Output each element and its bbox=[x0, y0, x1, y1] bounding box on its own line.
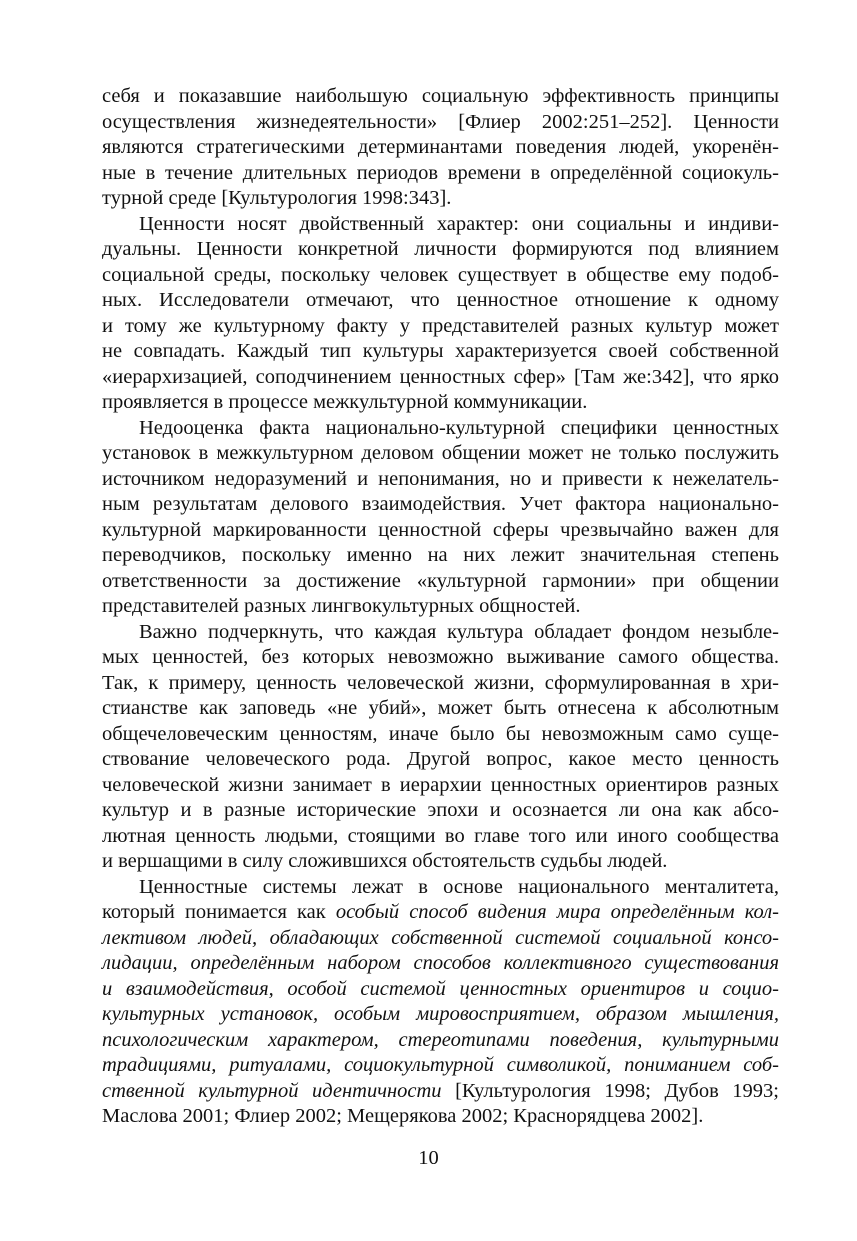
text-run: турной среде [Культурология 1998:343]. bbox=[102, 187, 452, 209]
text-line bbox=[102, 696, 779, 722]
paragraph bbox=[102, 212, 779, 416]
italic-run: и взаимодействия, особой системой ценностных ориентиров и социо- bbox=[102, 977, 779, 1000]
text-run: общечеловеческим ценностям, иначе было бы невозможным само суще- bbox=[102, 722, 779, 745]
italic-run: ственной культурной идентичности bbox=[102, 1079, 442, 1102]
text-run: ответственности за достижение «культурной гармонии» при общении bbox=[102, 569, 779, 592]
paragraph bbox=[102, 620, 779, 875]
text-line bbox=[102, 951, 779, 977]
text-run: социальной среды, поскольку человек существует в обществе ему подоб- bbox=[102, 263, 779, 286]
italic-run: лективом людей, обладающих собственной системой социальной консо- bbox=[102, 926, 779, 949]
text-run: себя и показавшие наибольшую социальную эффективность принципы bbox=[102, 85, 779, 107]
text-line bbox=[102, 186, 779, 212]
text-line bbox=[102, 620, 779, 646]
text-line bbox=[102, 1028, 779, 1054]
text-run: культурной маркированности ценностной сферы чрезвычайно важен для bbox=[102, 518, 779, 541]
text-line bbox=[102, 824, 779, 850]
text-line bbox=[102, 671, 779, 697]
text-line bbox=[102, 747, 779, 773]
text-line bbox=[102, 645, 779, 671]
text-line bbox=[102, 900, 779, 926]
text-run: ных. Исследователи отмечают, что ценностное отношение к одному bbox=[102, 289, 779, 311]
text-line bbox=[102, 1053, 779, 1079]
text-line bbox=[102, 492, 779, 518]
italic-run: традициями, ритуалами, социокультурной символикой, пониманием соб- bbox=[102, 1054, 779, 1076]
text-line bbox=[102, 237, 779, 263]
text-run: культур и в разные исторические эпохи и осознается ли она как абсо- bbox=[102, 799, 779, 821]
text-run: [Культурология 1998; Дубов 1993; bbox=[441, 1079, 780, 1102]
text-line bbox=[102, 594, 779, 620]
paragraph bbox=[102, 416, 779, 620]
text-run: мых ценностей, без которых невозможно выживание самого общества. bbox=[102, 646, 779, 668]
text-line bbox=[102, 441, 779, 467]
text-line bbox=[102, 926, 779, 952]
italic-run: лидации, определённым набором способов коллективного существования bbox=[102, 952, 779, 974]
text-line bbox=[102, 1002, 779, 1028]
text-run: ным результатам делового взаимодействия. Учет фактора национально- bbox=[102, 493, 779, 515]
text-line bbox=[102, 977, 779, 1003]
text-line bbox=[102, 875, 779, 901]
text-run: Ценностные системы лежат в основе национального менталитета, bbox=[139, 875, 779, 898]
text-line bbox=[102, 543, 779, 569]
text-line bbox=[102, 288, 779, 314]
text-line bbox=[102, 1079, 779, 1105]
text-run: и тому же культурному факту у представителей разных культур может bbox=[102, 314, 779, 337]
text-run: Важно подчеркнуть, что каждая культура обладает фондом незыбле- bbox=[139, 620, 779, 643]
text-line bbox=[102, 84, 779, 110]
text-run: представителей разных лингвокультурных общностей. bbox=[102, 595, 581, 617]
text-line bbox=[102, 518, 779, 544]
text-run: не совпадать. Каждый тип культуры характеризуется своей собственной bbox=[102, 340, 779, 362]
paragraph bbox=[102, 84, 779, 212]
text-line bbox=[102, 161, 779, 187]
text-run: переводчиков, поскольку именно на них лежит значительная степень bbox=[102, 544, 779, 566]
text-run: «иерархизацией, соподчинением ценностных сфер» [Там же:342], что ярко bbox=[102, 365, 779, 388]
text-run: ствование человеческого рода. Другой вопрос, какое место ценность bbox=[102, 748, 779, 770]
text-line bbox=[102, 314, 779, 340]
text-run: источником недоразумений и непонимания, но и привести к нежелатель- bbox=[102, 467, 779, 490]
text-line bbox=[102, 135, 779, 161]
text-run: Недооценка факта национально-культурной специфики ценностных bbox=[139, 416, 779, 439]
text-run: и вершащими в силу сложившихся обстоятельств судьбы людей. bbox=[102, 850, 668, 872]
text-run: человеческой жизни занимает в иерархии ценностных ориентиров разных bbox=[102, 773, 779, 796]
italic-run: культурных установок, особым мировосприятием, образом мышления, bbox=[102, 1003, 779, 1025]
text-run: стианстве как заповедь «не убий», может быть отнесена к абсолютным bbox=[102, 697, 779, 719]
text-line bbox=[102, 569, 779, 595]
text-run: Ценности носят двойственный характер: они социальны и индиви- bbox=[139, 212, 779, 235]
text-line bbox=[102, 773, 779, 799]
text-run: проявляется в процессе межкультурной коммуникации. bbox=[102, 391, 588, 413]
text-line bbox=[102, 849, 779, 875]
text-run: ные в течение длительных периодов времени в определённой социокуль- bbox=[102, 161, 779, 184]
text-line bbox=[102, 365, 779, 391]
text-line bbox=[102, 212, 779, 238]
text-line bbox=[102, 263, 779, 289]
text-line bbox=[102, 1104, 779, 1130]
text-line bbox=[102, 110, 779, 136]
text-run: осуществления жизнедеятельности» [Флиер 2002:251–252]. Ценности bbox=[102, 110, 779, 133]
page-number: 10 bbox=[418, 1147, 439, 1169]
text-run: Маслова 2001; Флиер 2002; Мещерякова 2002; Краснорядцева 2002]. bbox=[102, 1105, 704, 1127]
italic-run: особый способ видения мира определённым кол- bbox=[335, 901, 780, 923]
text-line bbox=[102, 416, 779, 442]
text-run: лютная ценность людьми, стоящими во главе того или иного сообщества bbox=[102, 824, 779, 847]
text-run: являются стратегическими детерминантами поведения людей, укоренён- bbox=[102, 136, 779, 158]
text-line bbox=[102, 722, 779, 748]
text-run: дуальны. Ценности конкретной личности формируются под влиянием bbox=[102, 238, 779, 260]
text-line bbox=[102, 339, 779, 365]
text-line bbox=[102, 390, 779, 416]
italic-run: психологическим характером, стереотипами поведения, культурными bbox=[102, 1028, 779, 1051]
paragraph bbox=[102, 875, 779, 1130]
page-body bbox=[102, 84, 779, 1130]
text-line bbox=[102, 798, 779, 824]
text-run: который понимается как bbox=[102, 901, 336, 923]
text-run: Так, к примеру, ценность человеческой жизни, сформулированная в хри- bbox=[102, 671, 779, 694]
text-run: установок в межкультурном деловом общении может не только послужить bbox=[102, 442, 779, 464]
text-line bbox=[102, 467, 779, 493]
